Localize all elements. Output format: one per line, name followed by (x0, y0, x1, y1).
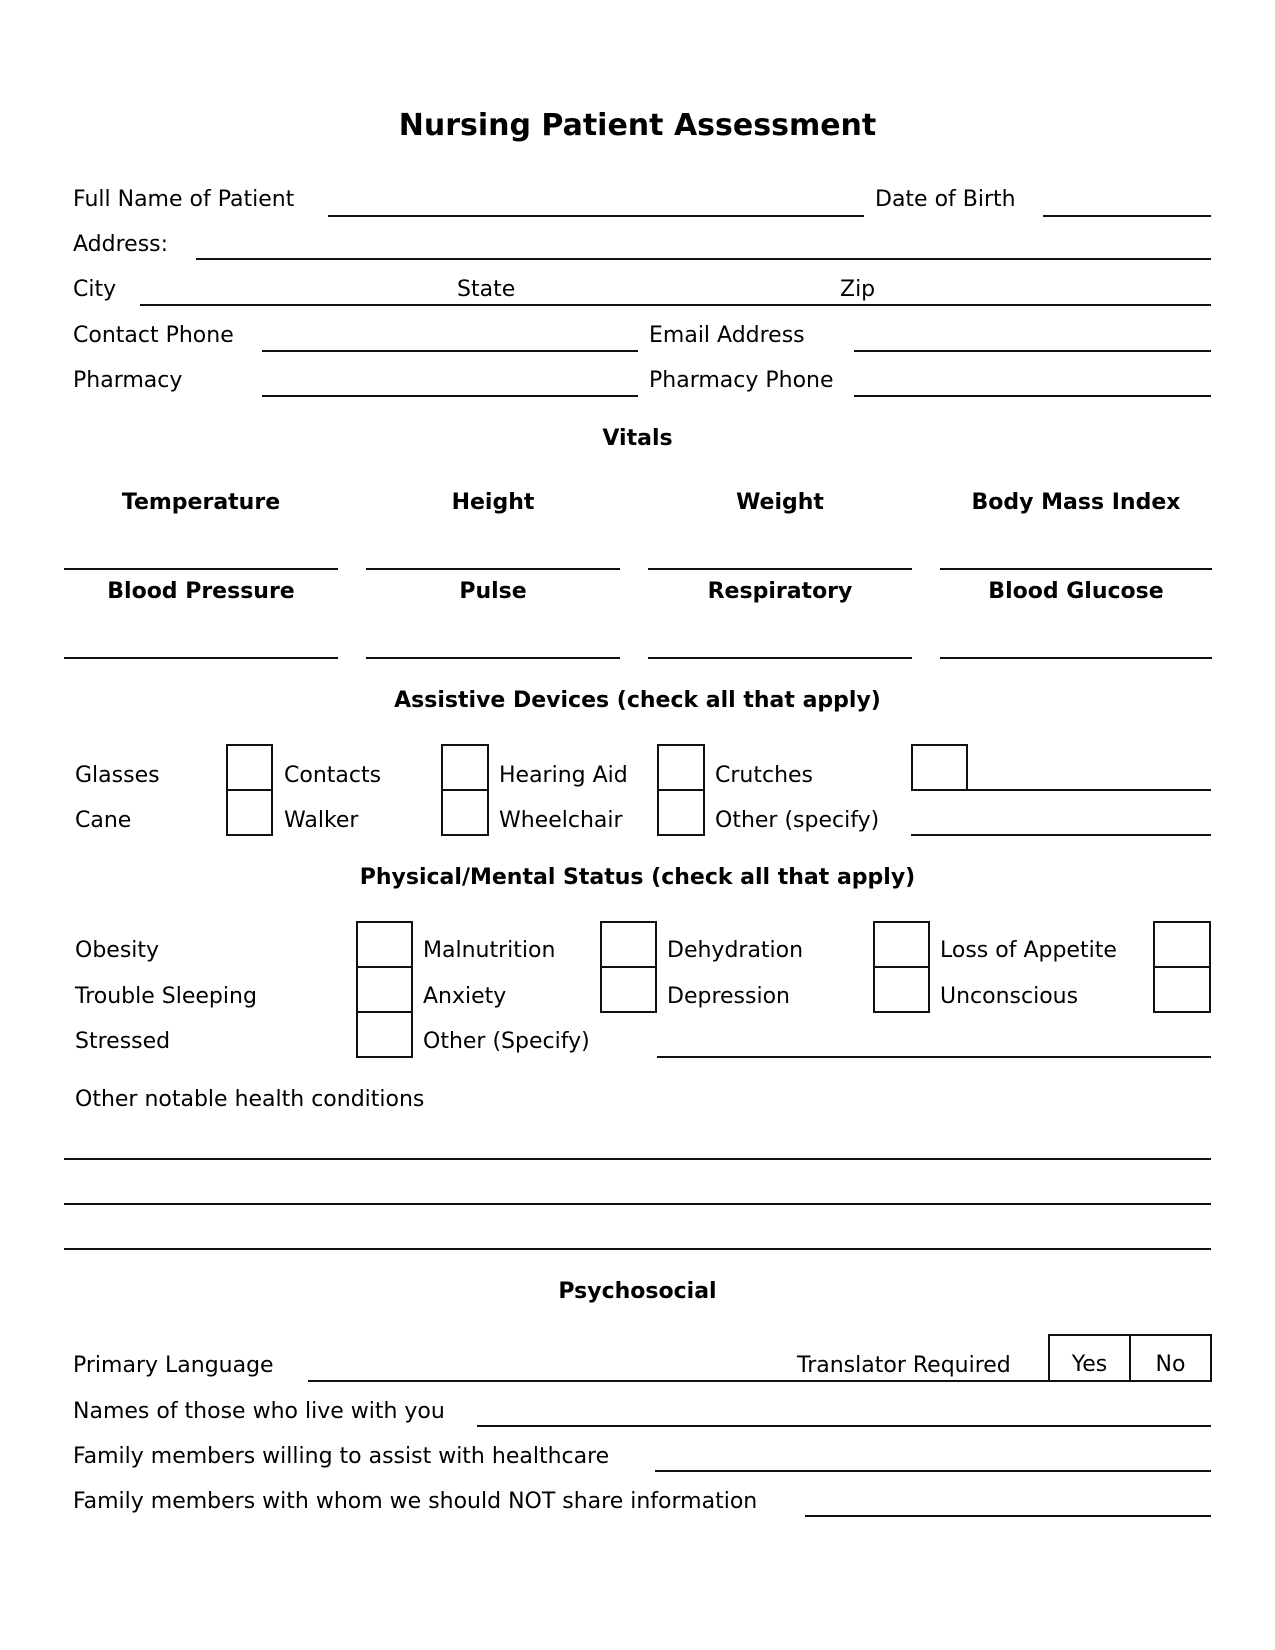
live-with-field[interactable] (477, 1425, 1211, 1427)
device-label-other: Other (specify) (715, 808, 880, 833)
bmi-field[interactable] (940, 568, 1212, 570)
checkbox-hearing-aid[interactable] (657, 744, 705, 791)
pulse-field[interactable] (366, 657, 620, 659)
checkbox-contacts[interactable] (441, 744, 489, 791)
pharmacy-field[interactable] (262, 395, 638, 397)
respiratory-field[interactable] (648, 657, 912, 659)
full-name-label: Full Name of Patient (73, 187, 295, 212)
pharmacy-label: Pharmacy (73, 368, 183, 393)
status-label-obesity: Obesity (75, 938, 160, 963)
checkbox-dehydration[interactable] (873, 921, 930, 968)
status-label-unconscious: Unconscious (940, 984, 1079, 1009)
device-other-line-1[interactable] (966, 789, 1211, 791)
zip-label: Zip (840, 277, 876, 302)
other-conditions-line-3[interactable] (64, 1248, 1211, 1250)
vital-label-bmi: Body Mass Index (971, 490, 1181, 515)
status-label-dehydration: Dehydration (667, 938, 804, 963)
psychosocial-heading: Psychosocial (558, 1279, 717, 1304)
checkbox-cane[interactable] (226, 789, 273, 836)
assistive-devices-heading: Assistive Devices (check all that apply) (394, 688, 881, 713)
not-share-field[interactable] (805, 1515, 1211, 1517)
checkbox-anxiety[interactable] (600, 966, 657, 1013)
status-label-depression: Depression (667, 984, 790, 1009)
checkbox-glasses[interactable] (226, 744, 273, 791)
state-label: State (457, 277, 516, 302)
vital-label-height: Height (451, 490, 535, 515)
device-label-crutches: Crutches (715, 763, 814, 788)
pharmacy-phone-label: Pharmacy Phone (649, 368, 834, 393)
vitals-heading: Vitals (602, 426, 673, 451)
page-title: Nursing Patient Assessment (398, 108, 877, 143)
status-label-stressed: Stressed (75, 1029, 171, 1054)
status-label-other: Other (Specify) (423, 1029, 590, 1054)
translator-no-option[interactable] (1129, 1334, 1212, 1382)
contact-phone-label: Contact Phone (73, 323, 234, 348)
checkbox-wheelchair[interactable] (657, 789, 705, 836)
primary-language-field[interactable] (308, 1380, 1050, 1382)
checkbox-walker[interactable] (441, 789, 489, 836)
translator-yes-label: Yes (1071, 1352, 1108, 1377)
blood-glucose-field[interactable] (940, 657, 1212, 659)
status-label-trouble-sleeping: Trouble Sleeping (75, 984, 257, 1009)
dob-field[interactable] (1043, 215, 1211, 217)
address-label: Address: (73, 232, 169, 257)
checkbox-obesity[interactable] (356, 921, 413, 968)
translator-required-label: Translator Required (797, 1353, 1011, 1378)
vital-label-pulse: Pulse (459, 579, 527, 604)
contact-phone-field[interactable] (262, 350, 638, 352)
email-label: Email Address (649, 323, 805, 348)
not-share-label: Family members with whom we should NOT share information (73, 1489, 758, 1514)
checkbox-unconscious[interactable] (1153, 966, 1211, 1013)
device-label-walker: Walker (284, 808, 359, 833)
checkbox-loss-of-appetite[interactable] (1153, 921, 1211, 968)
temperature-field[interactable] (64, 568, 338, 570)
vital-label-weight: Weight (736, 490, 824, 515)
weight-field[interactable] (648, 568, 912, 570)
full-name-field[interactable] (328, 215, 864, 217)
checkbox-crutches[interactable] (911, 744, 968, 791)
primary-language-label: Primary Language (73, 1353, 274, 1378)
checkbox-malnutrition[interactable] (600, 921, 657, 968)
device-label-hearing-aid: Hearing Aid (499, 763, 628, 788)
translator-yes-option[interactable] (1048, 1334, 1131, 1382)
assist-label: Family members willing to assist with healthcare (73, 1444, 610, 1469)
address-field[interactable] (196, 258, 1211, 260)
status-other-specify-field[interactable] (657, 1056, 1211, 1058)
vital-label-blood-glucose: Blood Glucose (988, 579, 1164, 604)
pharmacy-phone-field[interactable] (854, 395, 1211, 397)
translator-no-label: No (1155, 1352, 1186, 1377)
vital-label-temperature: Temperature (121, 490, 281, 515)
city-label: City (73, 277, 117, 302)
checkbox-depression[interactable] (873, 966, 930, 1013)
device-label-contacts: Contacts (284, 763, 382, 788)
other-conditions-line-1[interactable] (64, 1158, 1211, 1160)
checkbox-trouble-sleeping[interactable] (356, 966, 413, 1013)
email-field[interactable] (854, 350, 1211, 352)
live-with-label: Names of those who live with you (73, 1399, 445, 1424)
assist-field[interactable] (655, 1470, 1211, 1472)
other-conditions-label: Other notable health conditions (75, 1087, 425, 1112)
device-label-glasses: Glasses (75, 763, 160, 788)
height-field[interactable] (366, 568, 620, 570)
status-label-loss-of-appetite: Loss of Appetite (940, 938, 1117, 963)
checkbox-stressed[interactable] (356, 1011, 413, 1058)
physical-mental-heading: Physical/Mental Status (check all that apply) (359, 865, 916, 890)
city-state-zip-field[interactable] (140, 304, 1211, 306)
device-other-specify-field[interactable] (911, 834, 1211, 836)
blood-pressure-field[interactable] (64, 657, 338, 659)
vital-label-respiratory: Respiratory (707, 579, 853, 604)
device-label-wheelchair: Wheelchair (499, 808, 623, 833)
other-conditions-line-2[interactable] (64, 1203, 1211, 1205)
status-label-anxiety: Anxiety (423, 984, 507, 1009)
vital-label-blood-pressure: Blood Pressure (107, 579, 295, 604)
status-label-malnutrition: Malnutrition (423, 938, 556, 963)
device-label-cane: Cane (75, 808, 132, 833)
dob-label: Date of Birth (875, 187, 1016, 212)
